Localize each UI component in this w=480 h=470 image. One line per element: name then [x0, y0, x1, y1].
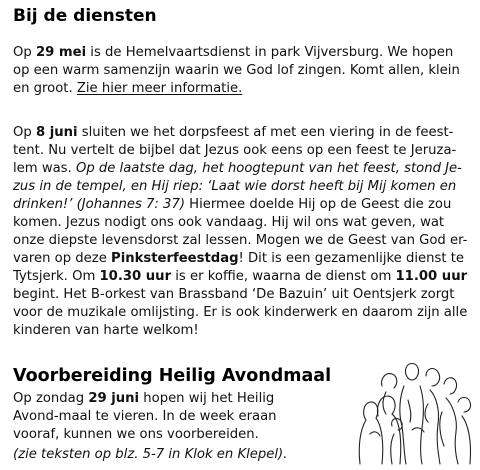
text: sluiten we het dorpsfeest af met een viering in de feest-tent. Nu vertelt de bijbel dat Jezus ook eens op een feest te Jeruza-lem was.: [13, 125, 457, 176]
text: Hiermee doelde Hij op de Geest die zou komen. Jezus nodigt ons ook vandaag. Hij wil ons wat geven, wat onze diepste levensdorst zal lessen. Mogen we de Geest van God er-varen op deze: [13, 197, 468, 266]
paragraph-pinksteren: [13, 124, 473, 340]
people-gathering-sketch-icon: [352, 356, 476, 468]
heading-bij-de-diensten: Bij de diensten: [13, 6, 157, 26]
text: is de Hemelvaartsdienst in park Vijversburg. We hopen op een warm samenzijn waarin we God lof zingen. Komt allen, klein en groot.: [13, 45, 460, 96]
reference-note: (zie teksten op blz. 5-7 in Klok en Klepel).: [13, 447, 288, 462]
text: ! Dit is een gezamenlijke dienst te Tytsjerk. Om: [13, 251, 465, 284]
time-koffie: 10.30 uur: [99, 269, 172, 284]
text: Op: [13, 125, 36, 140]
time-dienst: 11.00 uur: [395, 269, 468, 284]
date-8-juni: 8 juni: [35, 125, 78, 140]
date-29-mei: 29 mei: [35, 45, 87, 60]
text: Op zondag: [13, 391, 89, 406]
text: is er koffie, waarna de dienst om: [171, 269, 396, 284]
paragraph-avondmaal: [13, 390, 313, 444]
date-29-juni: 29 juni: [88, 391, 140, 406]
bible-quote: Op de laatste dag, het hoogtepunt van het feest, stond Je-zus in de tempel, en Hij riep: ‘Laat wie dorst heeft bij Mij komen en drinken!’ (Johannes 7: 37): [13, 161, 462, 212]
pinksterfeestdag: Pinksterfeestdag: [111, 251, 239, 266]
text: hopen wij het Heilig Avond-maal te vieren. In de week eraan vooraf, kunnen we ons voorbereiden.: [13, 391, 277, 442]
text: Op: [13, 45, 36, 60]
heading-voorbereiding-avondmaal: Voorbereiding Heilig Avondmaal: [13, 366, 332, 386]
more-info-link[interactable]: Zie hier meer informatie.: [76, 81, 243, 96]
paragraph-hemelvaart: [13, 44, 473, 98]
text: begint. Het B-orkest van Brassband ‘De Bazuin’ uit Oentsjerk zorgt voor de muzikale omlijsting. Er is ook kinderwerk en daarom zijn alle kinderen van harte welkom!: [13, 287, 468, 338]
